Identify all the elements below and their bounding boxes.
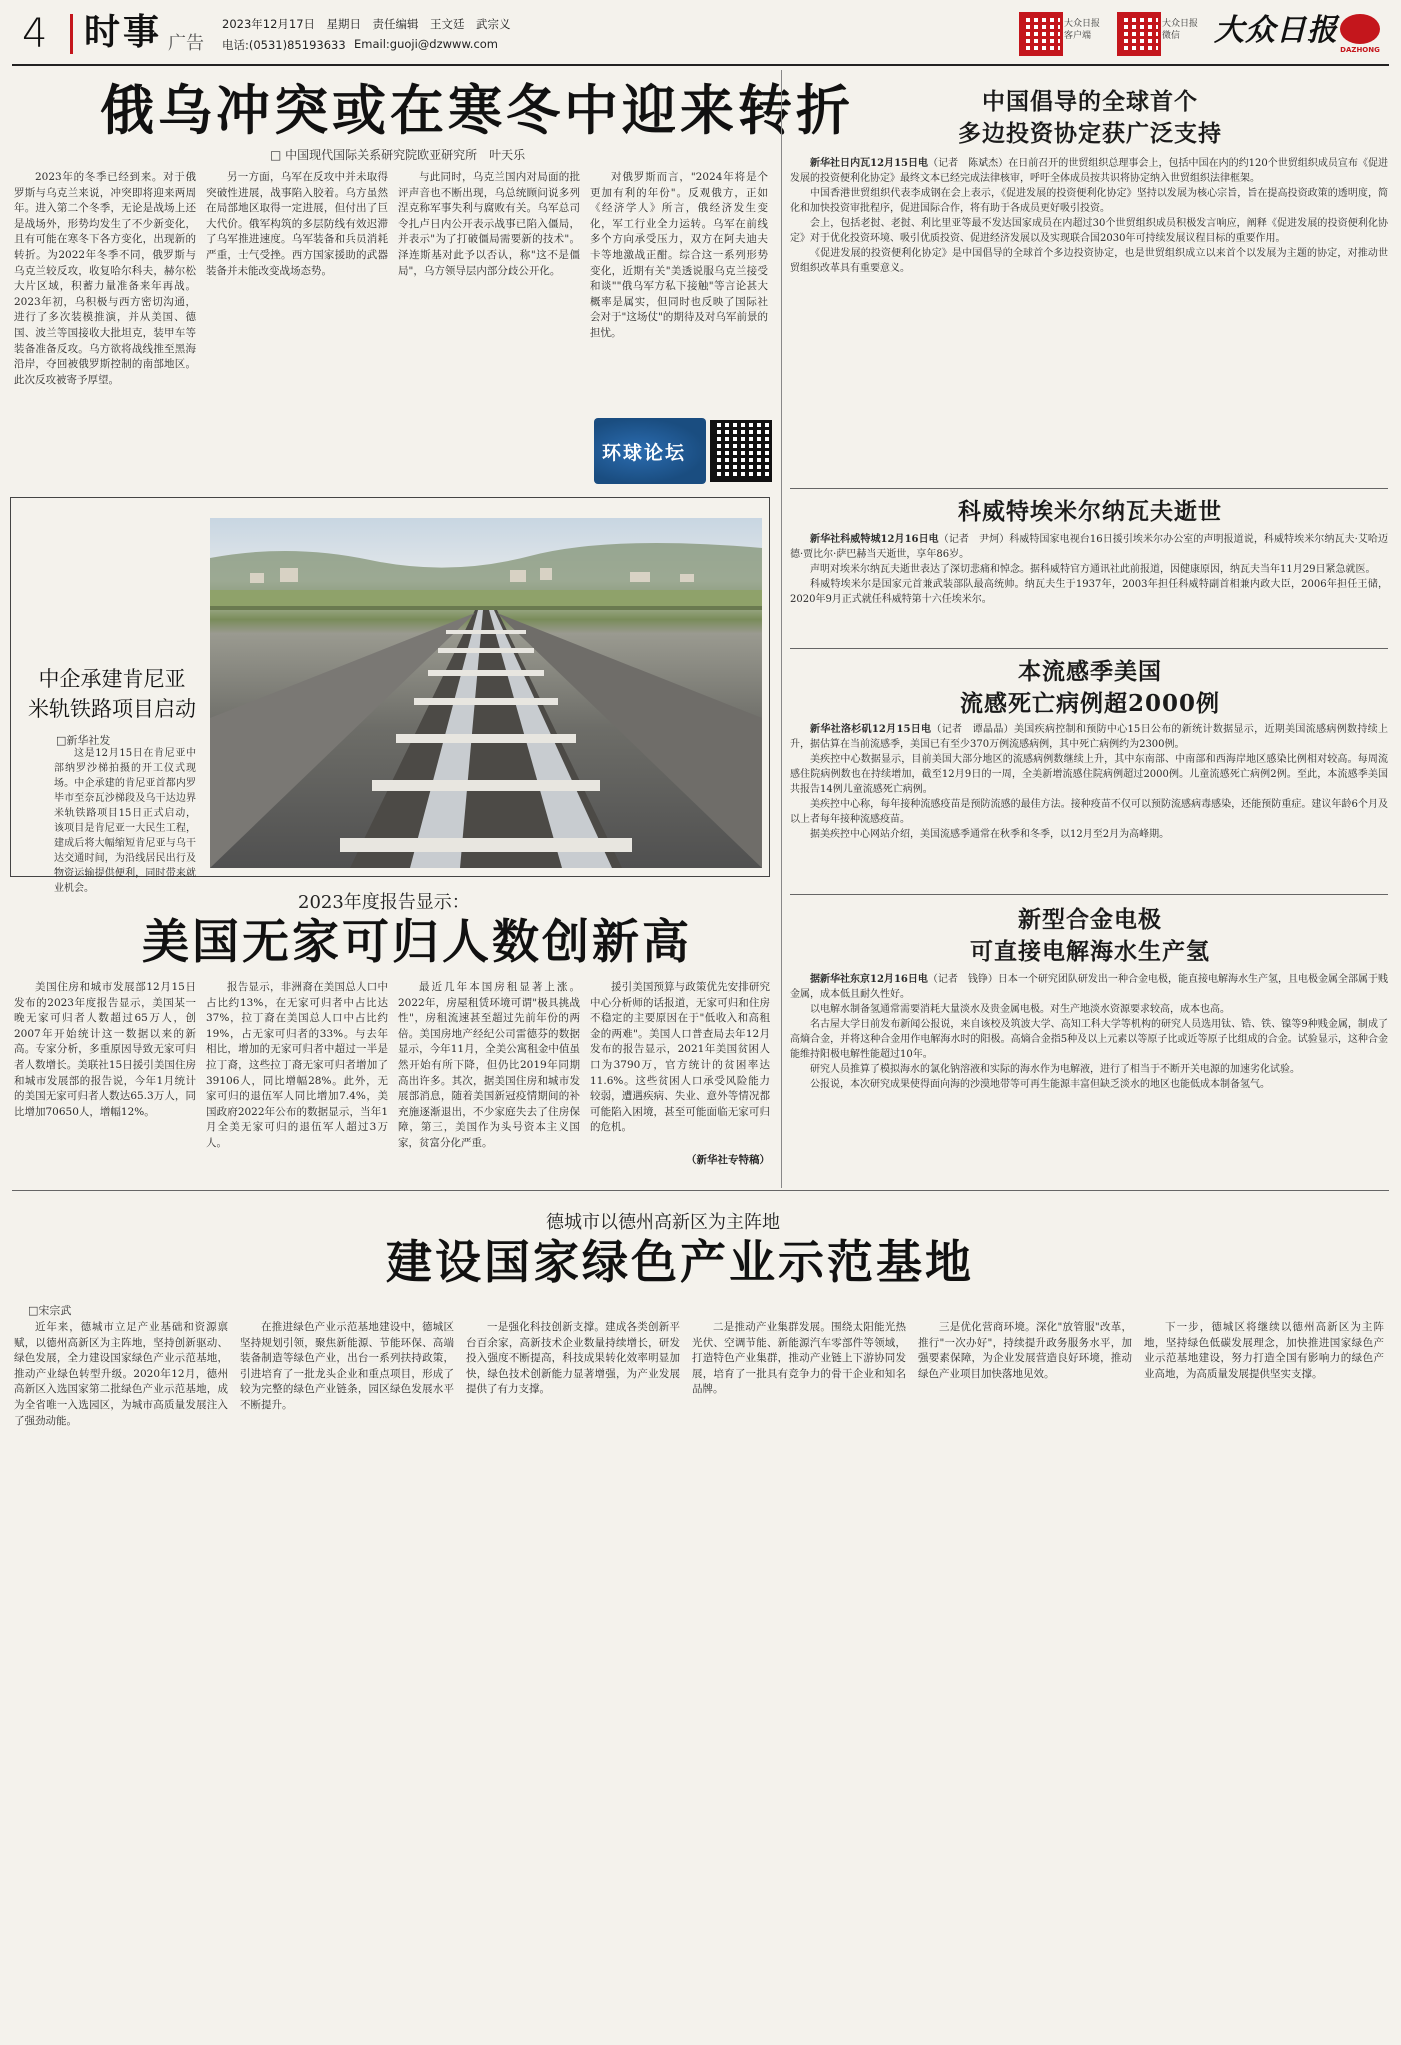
sidebar-rule-1 <box>790 488 1388 489</box>
sidebar-1-title-line-2: 多边投资协定获广泛支持 <box>958 120 1222 147</box>
sidebar-2-dateline: 新华社科威特城12月16日电 <box>810 534 939 545</box>
sidebar-4-dateline: 据新华社东京12月16日电 <box>810 974 928 985</box>
section-title: 时事 <box>84 12 163 53</box>
railway-photo-art <box>210 518 762 868</box>
sidebar-3-p3: 美疾控中心称，每年接种流感疫苗是预防流感的最佳方法。接种疫苗不仅可以预防流感病毒感染，还能预防重症。建议年龄6个月及以上者每年接种流感疫苗。 <box>790 799 1388 825</box>
email: Email:guoji@dzwww.com <box>354 37 499 51</box>
sidebar-4-body <box>790 972 1388 1174</box>
sidebar-3-p2: 美疾控中心数据显示，目前美国大部分地区的流感病例数继续上升，其中东南部、中南部和西海岸地区感染比例相对较高。每周流感住院病例数也在持续增加，截至12月9日的一周，全美新增流感住院病例超过2000例。儿童流感死亡病例2例。至此，本流感季美国共报告14例儿童流感死亡病例。 <box>790 754 1388 795</box>
lead-headline: 俄乌冲突或在寒冬中迎来转折 <box>100 78 854 142</box>
newspaper-logo-en: DAZHONG <box>1340 46 1380 54</box>
report-column-4: 援引美国预算与政策优先安排研究中心分析师的话报道，无家可归和住房不稳定的主要原因在于"低收入和高租金的两难"。美国人口普查局去年12月发布的报告显示，2021年美国贫困人口为3790万，官方统计的贫困率达11.6%。这些贫困人口承受风险能力较弱，遭遇疾病、失业、意外等情况都可能陷入困境，甚至可能面临无家可归的危机。 <box>590 981 770 1134</box>
sidebar-3-title-line-1: 本流感季美国 <box>1018 658 1162 685</box>
sidebar-rule-3 <box>790 894 1388 895</box>
sidebar-2-body <box>790 532 1388 644</box>
sidebar-4-p2: 以电解水制备氢通常需要消耗大量淡水及贵金属电极。对生产地淡水资源要求较高，成本也高。 <box>810 1004 1230 1015</box>
newspaper-logo-emblem <box>1340 14 1380 44</box>
photo-headline-line-2: 米轨铁路项目启动 <box>28 697 196 721</box>
photo-headline-line-1: 中企承建肯尼亚 <box>38 667 186 691</box>
green-column-2: 在推进绿色产业示范基地建设中，德城区坚持规划引领，聚焦新能源、节能环保、高端装备制造等绿色产业，出台一系列扶持政策，引进培育了一批龙头企业和重点项目，形成了较为完整的绿色产业链条，园区绿色发展水平不断提升。 <box>240 1321 454 1411</box>
report-kicker: 2023年度报告显示： <box>298 892 470 913</box>
sidebar-divider <box>781 70 782 1188</box>
green-column-4: 二是推动产业集群发展。围绕太阳能光热光伏、空调节能、新能源汽车零部件等领域，打造特色产业集群，推动产业链上下游协同发展，培育了一批具有竞争力的骨干企业和知名品牌。 <box>692 1321 906 1396</box>
sidebar-2-p2: 声明对埃米尔纳瓦夫逝世表达了深切悲痛和悼念。据科威特官方通讯社此前报道，因健康原因，纳瓦夫当年11月29日紧急就医。 <box>810 564 1376 575</box>
phone: 电话:(0531)85193633 <box>222 38 346 52</box>
green-column-6: 下一步，德城区将继续以德州高新区为主阵地，坚持绿色低碳发展理念，加快推进国家绿色产业示范基地建设，努力打造全国有影响力的绿色产业高地，为高质量发展提供坚实支撑。 <box>1144 1321 1384 1380</box>
lead-byline-text: 中国现代国际关系研究院欧亚研究所 叶天乐 <box>285 148 526 162</box>
report-source: （新华社专特稿） <box>686 1154 770 1166</box>
sidebar-4-p4: 研究人员推算了模拟海水的氯化钠溶液和实际的海水作为电解液，进行了相当于不断开关电源的加速劣化试验。 <box>810 1064 1300 1075</box>
wechat-qr-code[interactable] <box>1117 12 1161 56</box>
sidebar-3-body <box>790 722 1388 890</box>
byline-square-icon: □ <box>56 734 67 747</box>
page-number: 4 <box>22 11 48 57</box>
lead-column-1: 2023年的冬季已经到来。对于俄罗斯与乌克兰来说，冲突即将迎来两周年。进入第二个冬季，无论是战场上还是战场外，形势均发生了不少新变化，且有可能在寒冬下各方变化，出现新的转折。为2022年冬季不同，俄罗斯与乌克兰较反攻，收复哈尔科夫，赫尔松大片区域，积蓄力量准备来年再战。2023年初，乌积极与西方密切沟通，进行了多次装模推演，并从美国、德国、波兰等国接收大批坦克，装甲车等装备准备反攻。乌方欲将战线推至黑海沿岸，夺回被俄罗斯控制的南部地区。此次反攻被寄予厚望。 <box>14 171 196 386</box>
report-column-3: 最近几年本国房租显著上涨。2022年，房屋租赁环境可谓"极具挑战性"，房租流速甚至超过先前年份的两倍。美国房地产经纪公司雷德芬的数据显示，今年11月，全美公寓租金中值虽然开始有所下降，但仍比2019年同期高出许多。其次，据美国住房和城市发展部消息，随着美国新冠疫情期间的补充施逐渐退出，不少家庭失去了住房保障，第三，美国作为头号资本主义国家，贫富分化严重。 <box>398 981 580 1149</box>
photo-byline-text: 新华社发 <box>66 734 111 747</box>
column-label-badge <box>594 418 706 484</box>
sidebar-4-reporter: （记者 钱铮） <box>927 974 998 985</box>
sidebar-rule-2 <box>790 648 1388 649</box>
column-label: 环球论坛 <box>602 442 687 464</box>
sidebar-3-reporter: （记者 谭晶晶） <box>931 724 1014 735</box>
newspaper-logo: 大众日报 <box>1214 13 1338 48</box>
sidebar-2-title: 科威特埃米尔纳瓦夫逝世 <box>958 498 1222 525</box>
lead-column-2: 另一方面，乌军在反攻中并未取得突破性进展，战事陷入胶着。乌方虽然在局部地区取得一定进展，但付出了巨大代价。俄军构筑的多层防线有效迟滞了乌军推进速度。乌军装备和兵员消耗严重，士气受挫。西方国家援助的武器装备并未能改变战场态势。 <box>206 171 388 277</box>
app-qr-code[interactable] <box>1019 12 1063 56</box>
sidebar-1-p3: 会上，包括老挝、老挝、利比里亚等最不发达国家成员在内超过30个世贸组织成员积极发言响应，阐释《促进发展的投资便利化协定》对于优化投资环境、吸引优质投资、促进经济发展以及实现联合国2030年可持续发展议程目标的重要作用。 <box>790 218 1388 244</box>
page-number-divider <box>70 14 73 54</box>
sidebar-3-p1: 美国疾病控制和预防中心15日公布的新统计数据显示，近期美国流感病例数持续上升，据估算在当前流感季，美国已有至少370万例流感病例，其中死亡病例约为2300例。 <box>790 724 1389 750</box>
lead-qr-code[interactable] <box>710 420 772 482</box>
sidebar-3-p4: 据美疾控中心网站介绍，美国流感季通常在秋季和冬季，以12月至2月为高峰期。 <box>810 829 1170 840</box>
sidebar-4-title-line-2: 可直接电解海水生产氢 <box>970 938 1210 965</box>
report-column-1: 美国住房和城市发展部12月15日发布的2023年度报告显示，美国某一晚无家可归者人数超过65万人，创2007年开始统计这一数据以来的新高。专家分析，多重原因导致无家可归者人数增长。美联社15日援引美国住房和城市发展部的报告说，今年1月统计的美国无家可归者人数达65.3万人，同比增加70650人，增幅12%。 <box>14 981 196 1118</box>
sidebar-3-dateline: 新华社洛杉矶12月15日电 <box>810 724 932 735</box>
green-headline: 建设国家绿色产业示范基地 <box>386 1235 974 1289</box>
wechat-qr-caption: 大众日报微信 <box>1162 19 1199 41</box>
report-headline: 美国无家可归人数创新高 <box>142 915 692 970</box>
sidebar-4-title-line-1: 新型合金电极 <box>1018 906 1162 933</box>
byline-square-icon: □ <box>270 148 286 162</box>
lead-column-3: 与此同时，乌克兰国内对局面的批评声音也不断出现，乌总统顾问说多列涅克称军事失利与腐败有关。乌军总司令扎卢日内公开表示战事已陷入僵局，并表示"为了打破僵局需要新的技术"。泽连斯基对此予以否认，称"这不是僵局"，乌方领导层内部分歧公开化。 <box>398 171 580 277</box>
masthead-rule <box>12 64 1389 66</box>
sidebar-1-title-line-1: 中国倡导的全球首个 <box>982 88 1198 115</box>
sidebar-4-p1: 日本一个研究团队研发出一种合金电极，能直接电解海水生产氢，且电极金属全部属于贱金属，成本低且耐久性好。 <box>790 974 1389 1000</box>
ad-mark: 广告 <box>168 33 204 54</box>
sidebar-2-p3: 科威特埃米尔是国家元首兼武装部队最高统帅。纳瓦夫生于1937年，2003年担任科威特副首相兼内政大臣，2006年担任王储，2020年9月正式就任科威特第十六任埃米尔。 <box>790 579 1388 605</box>
date-line: 2023年12月17日 星期日 责任编辑 王文廷 武宗义 <box>222 17 511 31</box>
app-qr-caption: 大众日报客户端 <box>1064 19 1101 41</box>
lead-column-4: 对俄罗斯而言，"2024年将是个更加有利的年份"。反观俄方，正如《经济学人》所言，俄经济发生变化，军工行业全力运转。乌军在前线多个方向承受压力，双方在阿夫迪夫卡等地激战正酣。综合这一系列形势变化，近期有关"美透说服乌克兰接受和谈""俄乌军方私下接触"等言论甚大概率是属实，但同时也反映了国际社会对于"这场仗"的期待及对乌军前景的担忧。 <box>590 171 768 339</box>
report-column-2: 报告显示，非洲裔在美国总人口中占比约13%，在无家可归者中占比达37%，拉丁裔在美国总人口中占比约19%，占无家可归者的33%。与去年相比，增加的无家可归者中超过一半是拉丁裔，这些拉丁裔无家可归者增加了39106人，同比增幅28%。此外，无家可归的退伍军人同比增加7.4%，美国政府2022年公布的数据显示，当年1月全美无家可归的退伍军人超过3万人。 <box>206 981 388 1149</box>
sidebar-2-p1: 科威特国家电视台16日援引埃米尔办公室的声明报道说，科威特埃米尔纳瓦夫·艾哈迈德·贾比尔·萨巴赫当天逝世，享年86岁。 <box>790 534 1388 560</box>
lead-byline <box>270 146 525 163</box>
sidebar-2-reporter: （记者 尹炣） <box>938 534 1010 545</box>
sidebar-1-p4: 《促进发展的投资便利化协定》是中国倡导的全球首个多边投资协定，也是世贸组织成立以来首个以发展为主题的协定，对推动世贸组织改革具有重要意义。 <box>790 248 1388 274</box>
photo-caption: 这是12月15日在肯尼亚中部纳罗沙梯拍摄的开工仪式现场。中企承建的肯尼亚首都内罗毕市至奈瓦沙梯段及乌干达边界米轨铁路项目15日正式启动，该项目是肯尼亚一大民生工程，建成后将大幅缩短肯尼亚与乌干达交通时间，为沿线居民出行及物资运输提供便利，同时带来就业机会。 <box>54 748 196 894</box>
sidebar-1-p1: 在日前召开的世贸组织总理事会上，包括中国在内的约120个世贸组织成员宣布《促进发展的投资便利化协定》最终文本已经完成法律核审，呼吁全体成员按共识将协定纳入世贸组织法律框架。 <box>790 158 1388 184</box>
masthead <box>0 0 1401 66</box>
green-column-1: 近年来，德城市立足产业基础和资源禀赋，以德州高新区为主阵地，坚持创新驱动、绿色发展，全力建设国家绿色产业示范基地，推动产业绿色转型升级。2020年12月，德州高新区入选国家第二批绿色产业示范基地，成为全省唯一入选园区，为城市高质量发展注入了强劲动能。 <box>14 1321 228 1427</box>
sidebar-4-p3: 名古屋大学日前发布新闻公报说，来自该校及筑波大学、高知工科大学等机构的研究人员选用钛、锆、铁、镍等9种贱金属，制成了高熵合金，并将这种合金用作电解海水时的阳极。高熵合金指5种及以上元素以等原子比或近等原子比组成的合金。试验显示，这种合金能维持阳极电解性能超过10年。 <box>790 1019 1388 1060</box>
green-kicker: 德城市以德州高新区为主阵地 <box>546 1212 780 1233</box>
green-byline: □宋宗武 <box>28 1304 72 1317</box>
green-article-rule <box>12 1190 1389 1191</box>
sidebar-4-p5: 公报说，本次研究成果使得面向海的沙漠地带等可再生能源丰富但缺乏淡水的地区也能低成本制备氢气。 <box>810 1079 1270 1090</box>
green-column-3: 一是强化科技创新支撑。建成各类创新平台百余家，高新技术企业数量持续增长，研发投入强度不断提高，科技成果转化效率明显加快，绿色技术创新能力显著增强，为产业发展提供了有力支撑。 <box>466 1321 680 1396</box>
green-column-5: 三是优化营商环境。深化"放管服"改革，推行"一次办好"，持续提升政务服务水平，加强要素保障，为企业发展营造良好环境，推动绿色产业项目加快落地见效。 <box>918 1321 1132 1380</box>
sidebar-1-body <box>790 156 1388 484</box>
sidebar-3-title-line-2: 流感死亡病例超2000例 <box>959 690 1220 717</box>
sidebar-1-dateline: 新华社日内瓦12月15日电 <box>810 158 929 169</box>
railway-photo <box>210 518 762 868</box>
sidebar-1-p2: 中国香港世贸组织代表李成钢在会上表示，《促进发展的投资便利化协定》坚持以发展为核心宗旨，旨在提高投资政策的透明度，简化和加快投资审批程序，促进国际合作，将有助于各成员更好吸引投资。 <box>790 188 1388 214</box>
sidebar-1-reporter: （记者 陈斌杰） <box>928 158 1009 169</box>
